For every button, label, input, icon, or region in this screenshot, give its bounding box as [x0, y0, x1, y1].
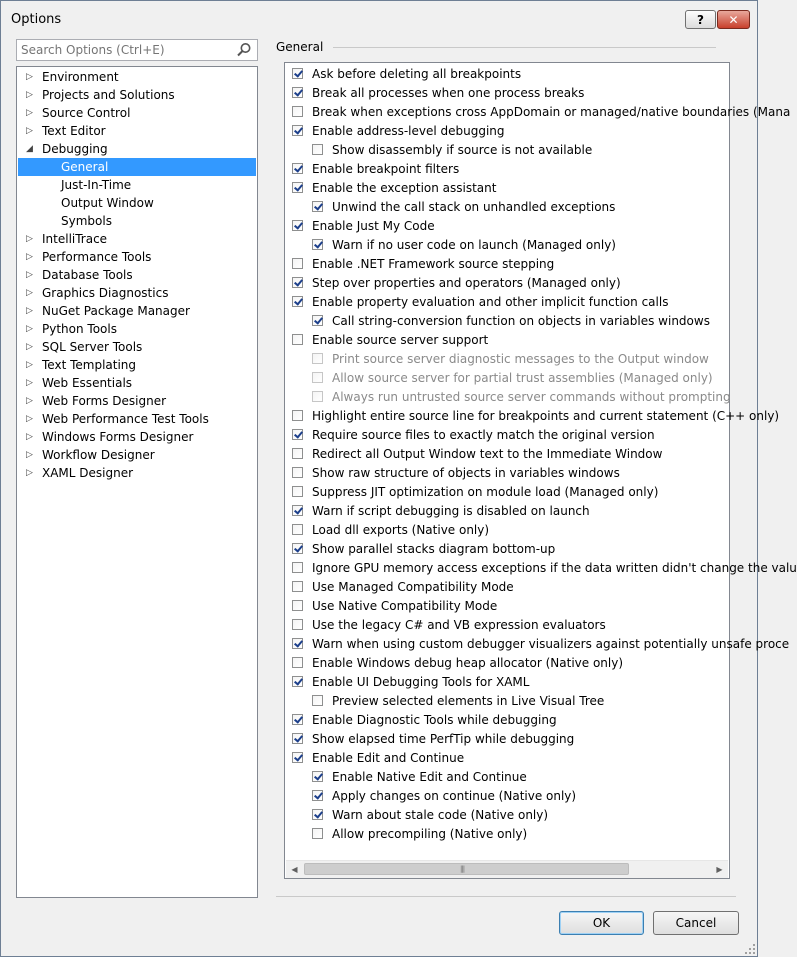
option-checkbox-row[interactable]	[292, 216, 435, 235]
unchecked-checkbox-icon[interactable]	[292, 486, 303, 497]
help-button[interactable]: ?	[685, 10, 716, 29]
option-checkbox-row[interactable]	[312, 140, 592, 159]
tree-item[interactable]	[18, 212, 256, 230]
checked-checkbox-icon[interactable]	[292, 68, 303, 79]
option-label: Use Native Compatibility Mode	[312, 598, 498, 613]
checked-checkbox-icon[interactable]	[292, 277, 303, 288]
collapsed-arrow-icon[interactable]: ▷	[26, 72, 33, 82]
checked-checkbox-icon[interactable]	[312, 790, 323, 801]
option-label: Enable Just My Code	[312, 218, 435, 233]
option-checkbox-row[interactable]	[312, 311, 710, 330]
tree-item-label: Graphics Diagnostics	[42, 286, 169, 300]
options-list	[284, 62, 797, 879]
tree-item[interactable]	[18, 176, 256, 194]
option-label: Unwind the call stack on unhandled exceptions	[332, 199, 616, 214]
checked-checkbox-icon[interactable]	[292, 125, 303, 136]
window-title: Options	[11, 12, 62, 27]
tree-item-label: NuGet Package Manager	[42, 304, 190, 318]
tree-item[interactable]	[18, 104, 256, 122]
tree-item[interactable]	[18, 284, 256, 302]
checked-checkbox-icon[interactable]	[312, 201, 323, 212]
tree-item[interactable]	[18, 266, 256, 284]
tree-item[interactable]	[18, 194, 256, 212]
option-label: Enable property evaluation and other implicit function calls	[312, 294, 669, 309]
option-label: Apply changes on continue (Native only)	[332, 788, 577, 803]
tree-item[interactable]	[18, 302, 256, 320]
option-label: Show raw structure of objects in variables windows	[312, 465, 620, 480]
collapsed-arrow-icon[interactable]: ▷	[26, 324, 33, 334]
grip-icon: |||	[460, 865, 465, 873]
checked-checkbox-icon[interactable]	[292, 543, 303, 554]
option-label: Warn if no user code on launch (Managed only)	[332, 237, 616, 252]
tree-item-label: Just-In-Time	[61, 178, 132, 192]
option-label: Enable the exception assistant	[312, 180, 497, 195]
option-label: Always run untrusted source server commands without prompting	[332, 389, 731, 404]
checked-checkbox-icon[interactable]	[292, 163, 303, 174]
search-icon[interactable]	[235, 41, 253, 59]
checked-checkbox-icon[interactable]	[312, 239, 323, 250]
option-label: Allow precompiling (Native only)	[332, 826, 528, 841]
unchecked-checkbox-icon[interactable]	[292, 258, 303, 269]
unchecked-checkbox-icon	[312, 372, 323, 383]
tree-item[interactable]	[18, 428, 256, 446]
option-label: Show elapsed time PerfTip while debugging	[312, 731, 575, 746]
scrollbar-thumb[interactable]	[304, 863, 629, 875]
tree-item-label: Projects and Solutions	[42, 88, 175, 102]
search-box	[16, 39, 258, 61]
tree-item[interactable]	[18, 320, 256, 338]
collapsed-arrow-icon[interactable]: ▷	[26, 414, 33, 424]
tree-item[interactable]	[18, 86, 256, 104]
checked-checkbox-icon[interactable]	[292, 638, 303, 649]
collapsed-arrow-icon[interactable]: ▷	[26, 234, 33, 244]
tree-item[interactable]	[18, 356, 256, 374]
option-label: Require source files to exactly match the original version	[312, 427, 655, 442]
option-checkbox-row[interactable]	[292, 273, 621, 292]
option-checkbox-row[interactable]	[292, 463, 620, 482]
unchecked-checkbox-icon[interactable]	[312, 144, 323, 155]
option-checkbox-row	[312, 368, 713, 387]
collapsed-arrow-icon[interactable]: ▷	[26, 360, 33, 370]
tree-item[interactable]	[18, 446, 256, 464]
option-checkbox-row[interactable]	[292, 330, 488, 349]
group-title: General	[276, 40, 324, 54]
tree-item-label: SQL Server Tools	[42, 340, 143, 354]
option-checkbox-row[interactable]	[292, 482, 658, 501]
option-checkbox-row	[312, 387, 731, 406]
unchecked-checkbox-icon[interactable]	[292, 106, 303, 117]
tree-item-label: Web Forms Designer	[42, 394, 167, 408]
unchecked-checkbox-icon[interactable]	[292, 410, 303, 421]
option-checkbox-row[interactable]	[312, 197, 615, 216]
unchecked-checkbox-icon[interactable]	[292, 581, 303, 592]
tree-item-label: Text Templating	[42, 358, 137, 372]
option-checkbox-row[interactable]	[292, 102, 790, 121]
checked-checkbox-icon[interactable]	[312, 771, 323, 782]
tree-item-label: Debugging	[42, 142, 108, 156]
option-label: Enable Edit and Continue	[312, 750, 465, 765]
option-checkbox-row[interactable]	[292, 577, 514, 596]
unchecked-checkbox-icon[interactable]	[292, 562, 303, 573]
option-checkbox-row[interactable]	[292, 653, 623, 672]
option-checkbox-row[interactable]	[312, 767, 527, 786]
option-checkbox-row[interactable]	[292, 596, 497, 615]
checked-checkbox-icon[interactable]	[292, 182, 303, 193]
option-label: Suppress JIT optimization on module load (Managed only)	[312, 484, 659, 499]
tree-item[interactable]	[18, 140, 256, 158]
tree-item-label: Workflow Designer	[42, 448, 155, 462]
unchecked-checkbox-icon[interactable]	[292, 334, 303, 345]
options-tree	[16, 66, 258, 898]
option-checkbox-row[interactable]	[292, 83, 584, 102]
tree-item[interactable]	[18, 158, 256, 176]
scroll-left-icon[interactable]: ◀	[291, 865, 298, 874]
option-label: Enable .NET Framework source stepping	[312, 256, 555, 271]
resize-grip-icon[interactable]	[745, 944, 755, 954]
collapsed-arrow-icon[interactable]: ▷	[26, 342, 33, 352]
unchecked-checkbox-icon[interactable]	[312, 695, 323, 706]
tree-item[interactable]	[18, 374, 256, 392]
option-label: Enable breakpoint filters	[312, 161, 460, 176]
option-checkbox-row[interactable]	[292, 710, 557, 729]
title-bar	[1, 1, 757, 37]
checked-checkbox-icon[interactable]	[292, 752, 303, 763]
cancel-button[interactable]: Cancel	[653, 911, 739, 935]
option-checkbox-row[interactable]	[292, 292, 668, 311]
scroll-right-icon[interactable]: ▶	[716, 865, 723, 874]
option-checkbox-row[interactable]	[292, 121, 505, 140]
unchecked-checkbox-icon[interactable]	[292, 600, 303, 611]
option-label: Ignore GPU memory access exceptions if the data written didn't change the valu	[312, 560, 797, 575]
unchecked-checkbox-icon	[312, 391, 323, 402]
tree-item-label: Windows Forms Designer	[42, 430, 194, 444]
unchecked-checkbox-icon	[312, 353, 323, 364]
tree-item-label: Source Control	[42, 106, 131, 120]
option-label: Show disassembly if source is not available	[332, 142, 593, 157]
option-checkbox-row[interactable]	[292, 425, 655, 444]
option-checkbox-row[interactable]	[312, 805, 548, 824]
tree-item-label: Environment	[42, 70, 119, 84]
collapsed-arrow-icon[interactable]: ▷	[26, 450, 33, 460]
option-label: Preview selected elements in Live Visual Tree	[332, 693, 605, 708]
tree-item-label: Web Essentials	[42, 376, 133, 390]
tree-item-label: Output Window	[61, 196, 154, 210]
tree-item-label: Database Tools	[42, 268, 133, 282]
bottom-divider	[276, 896, 736, 897]
option-checkbox-row[interactable]	[292, 558, 797, 577]
expanded-arrow-icon[interactable]: ◢	[26, 144, 33, 154]
option-label: Enable address-level debugging	[312, 123, 505, 138]
option-label: Highlight entire source line for breakpoints and current statement (C++ only)	[312, 408, 780, 423]
option-checkbox-row	[312, 349, 709, 368]
checked-checkbox-icon[interactable]	[292, 733, 303, 744]
collapsed-arrow-icon[interactable]: ▷	[26, 270, 33, 280]
collapsed-arrow-icon[interactable]: ▷	[26, 126, 33, 136]
option-label: Enable source server support	[312, 332, 489, 347]
ok-button[interactable]: OK	[559, 911, 644, 935]
option-label: Enable UI Debugging Tools for XAML	[312, 674, 530, 689]
tree-item-label: Symbols	[61, 214, 112, 228]
option-checkbox-row[interactable]	[292, 729, 574, 748]
tree-item-label: XAML Designer	[42, 466, 134, 480]
unchecked-checkbox-icon[interactable]	[292, 619, 303, 630]
search-input[interactable]	[17, 40, 235, 60]
option-checkbox-row[interactable]	[292, 501, 590, 520]
unchecked-checkbox-icon[interactable]	[292, 524, 303, 535]
option-checkbox-row[interactable]	[292, 520, 489, 539]
tree-item[interactable]	[18, 248, 256, 266]
unchecked-checkbox-icon[interactable]	[292, 448, 303, 459]
option-checkbox-row[interactable]	[292, 539, 555, 558]
collapsed-arrow-icon[interactable]: ▷	[26, 108, 33, 118]
option-checkbox-row[interactable]	[292, 615, 606, 634]
checked-checkbox-icon[interactable]	[292, 87, 303, 98]
collapsed-arrow-icon[interactable]: ▷	[26, 396, 33, 406]
horizontal-scrollbar[interactable]	[286, 860, 728, 878]
option-label: Use the legacy C# and VB expression evaluators	[312, 617, 606, 632]
tree-item-label: General	[61, 160, 109, 174]
checked-checkbox-icon[interactable]	[292, 429, 303, 440]
option-checkbox-row[interactable]	[292, 672, 529, 691]
option-checkbox-row[interactable]	[292, 159, 459, 178]
tree-item[interactable]	[18, 464, 256, 482]
checked-checkbox-icon[interactable]	[292, 714, 303, 725]
option-checkbox-row[interactable]	[312, 824, 527, 843]
option-checkbox-row[interactable]	[292, 444, 662, 463]
option-label: Allow source server for partial trust assemblies (Managed only)	[332, 370, 713, 385]
option-label: Enable Native Edit and Continue	[332, 769, 527, 784]
option-label: Warn if script debugging is disabled on launch	[312, 503, 590, 518]
checked-checkbox-icon[interactable]	[292, 220, 303, 231]
option-label: Ask before deleting all breakpoints	[312, 66, 522, 81]
option-checkbox-row[interactable]	[292, 406, 779, 425]
checked-checkbox-icon[interactable]	[312, 809, 323, 820]
option-label: Warn about stale code (Native only)	[332, 807, 549, 822]
option-label: Step over properties and operators (Managed only)	[312, 275, 621, 290]
option-label: Warn when using custom debugger visualizers against potentially unsafe proce	[312, 636, 790, 651]
checked-checkbox-icon[interactable]	[292, 676, 303, 687]
tree-item-label: Web Performance Test Tools	[42, 412, 209, 426]
close-button[interactable]: ✕	[717, 10, 750, 29]
group-divider	[333, 47, 716, 48]
unchecked-checkbox-icon[interactable]	[312, 828, 323, 839]
option-label: Redirect all Output Window text to the Immediate Window	[312, 446, 663, 461]
collapsed-arrow-icon[interactable]: ▷	[26, 90, 33, 100]
collapsed-arrow-icon[interactable]: ▷	[26, 468, 33, 478]
checked-checkbox-icon[interactable]	[292, 505, 303, 516]
collapsed-arrow-icon[interactable]: ▷	[26, 252, 33, 262]
tree-item[interactable]	[18, 410, 256, 428]
option-checkbox-row[interactable]	[292, 178, 496, 197]
collapsed-arrow-icon[interactable]: ▷	[26, 288, 33, 298]
option-label: Enable Windows debug heap allocator (Native only)	[312, 655, 624, 670]
tree-item-label: Performance Tools	[42, 250, 152, 264]
unchecked-checkbox-icon[interactable]	[292, 467, 303, 478]
tree-item-label: Python Tools	[42, 322, 117, 336]
checked-checkbox-icon[interactable]	[292, 296, 303, 307]
tree-item-label: IntelliTrace	[42, 232, 108, 246]
option-label: Break when exceptions cross AppDomain or managed/native boundaries (Mana	[312, 104, 791, 119]
option-checkbox-row[interactable]	[312, 786, 576, 805]
option-label: Use Managed Compatibility Mode	[312, 579, 514, 594]
tree-item[interactable]	[18, 230, 256, 248]
option-checkbox-row[interactable]	[292, 634, 789, 653]
option-checkbox-row[interactable]	[312, 235, 616, 254]
tree-item[interactable]	[18, 338, 256, 356]
tree-item[interactable]	[18, 122, 256, 140]
collapsed-arrow-icon[interactable]: ▷	[26, 306, 33, 316]
option-label: Break all processes when one process breaks	[312, 85, 585, 100]
option-checkbox-row[interactable]	[292, 254, 554, 273]
option-label: Enable Diagnostic Tools while debugging	[312, 712, 557, 727]
option-label: Print source server diagnostic messages to the Output window	[332, 351, 709, 366]
option-checkbox-row[interactable]	[312, 691, 604, 710]
option-checkbox-row[interactable]	[292, 64, 521, 83]
option-label: Call string-conversion function on objects in variables windows	[332, 313, 710, 328]
option-checkbox-row[interactable]	[292, 748, 464, 767]
collapsed-arrow-icon[interactable]: ▷	[26, 432, 33, 442]
tree-item[interactable]	[18, 68, 256, 86]
collapsed-arrow-icon[interactable]: ▷	[26, 378, 33, 388]
checked-checkbox-icon[interactable]	[312, 315, 323, 326]
option-label: Show parallel stacks diagram bottom-up	[312, 541, 556, 556]
unchecked-checkbox-icon[interactable]	[292, 657, 303, 668]
tree-item[interactable]	[18, 392, 256, 410]
tree-item-label: Text Editor	[42, 124, 106, 138]
option-label: Load dll exports (Native only)	[312, 522, 490, 537]
